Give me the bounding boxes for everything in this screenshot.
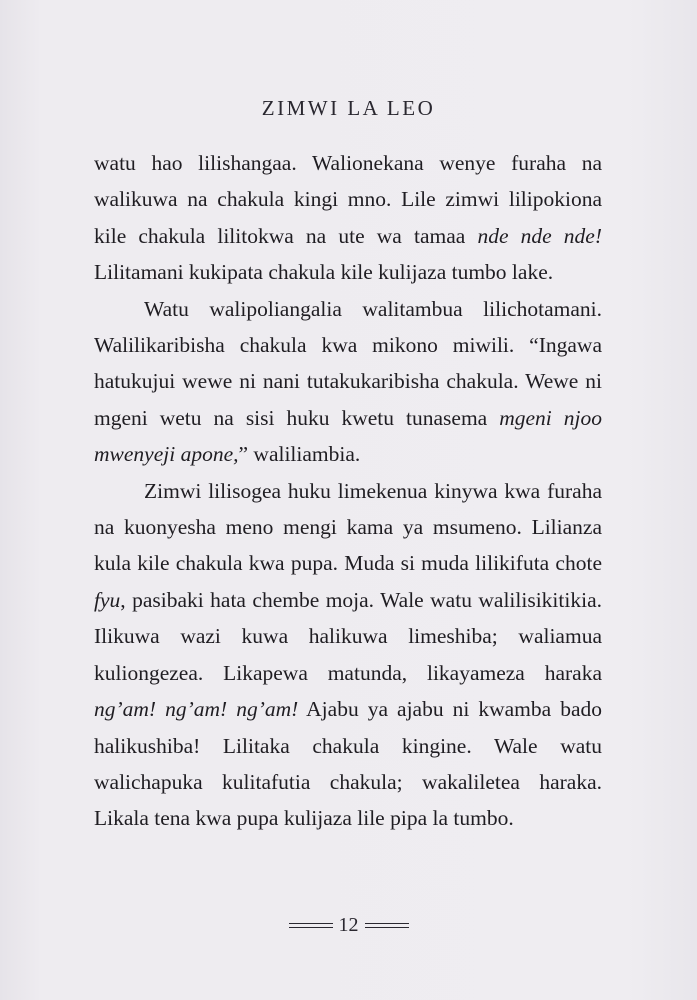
folio-rule-left [289, 923, 333, 928]
paragraph-3-text-a: Zimwi lilisogea huku limekenua kinywa kwa furaha na kuonyesha meno mengi kama ya msumeno. Lilianza kula kile chakula kwa pupa. Muda si muda lilikifuta chote [94, 478, 602, 576]
paragraph-2 [94, 291, 602, 473]
paragraph-1 [94, 145, 602, 291]
paragraph-3-italic-a: fyu [94, 587, 121, 612]
paragraph-1-italic: nde nde nde! [477, 223, 602, 248]
paragraph-2-italic: mgeni njoo mwenyeji apone, [94, 405, 602, 467]
paragraph-1-text-a: watu hao lilishangaa. Walionekana wenye furaha na walikuwa na chakula kingi mno. Lile zimwi lilipokiona kile chakula lilitokwa na ute wa tamaa [94, 151, 602, 248]
body-text [94, 145, 602, 837]
paragraph-2-text-b: ” waliliambia. [238, 442, 361, 467]
paragraph-3-italic-b: ng’am! ng’am! ng’am! [94, 697, 299, 722]
page-number: 12 [338, 914, 359, 936]
page-footer [0, 914, 697, 937]
paragraph-1-text-b: Lilitamani kukipata chakula kile kulijaza tumbo lake. [94, 260, 554, 285]
paragraph-3 [94, 473, 602, 837]
paragraph-3-text-b: , pasibaki hata chembe moja. Wale watu walilisikitikia. Ilikuwa wazi kuwa halikuwa limeshiba; waliamua kuliongezea. Likapewa matunda, likayameza haraka [94, 587, 602, 685]
running-head: ZIMWI LA LEO [261, 96, 436, 120]
folio-rule-right [365, 923, 409, 928]
paragraph-2-text-a: Watu walipoliangalia walitambua lilichotamani. Walilikaribisha chakula kwa mikono miwili. “Ingawa hatukujui wewe ni nani tutakukaribisha chakula. Wewe ni mgeni wetu na sisi huku kwetu tunasema [94, 296, 602, 430]
paragraph-3-text-c: Ajabu ya ajabu ni kwamba bado halikushiba! Lilitaka chakula kingine. Wale watu walichapuka kulitafutia chakula; wakaliletea haraka. Likala tena kwa pupa kulijaza lile pipa la tumbo. [94, 697, 602, 831]
